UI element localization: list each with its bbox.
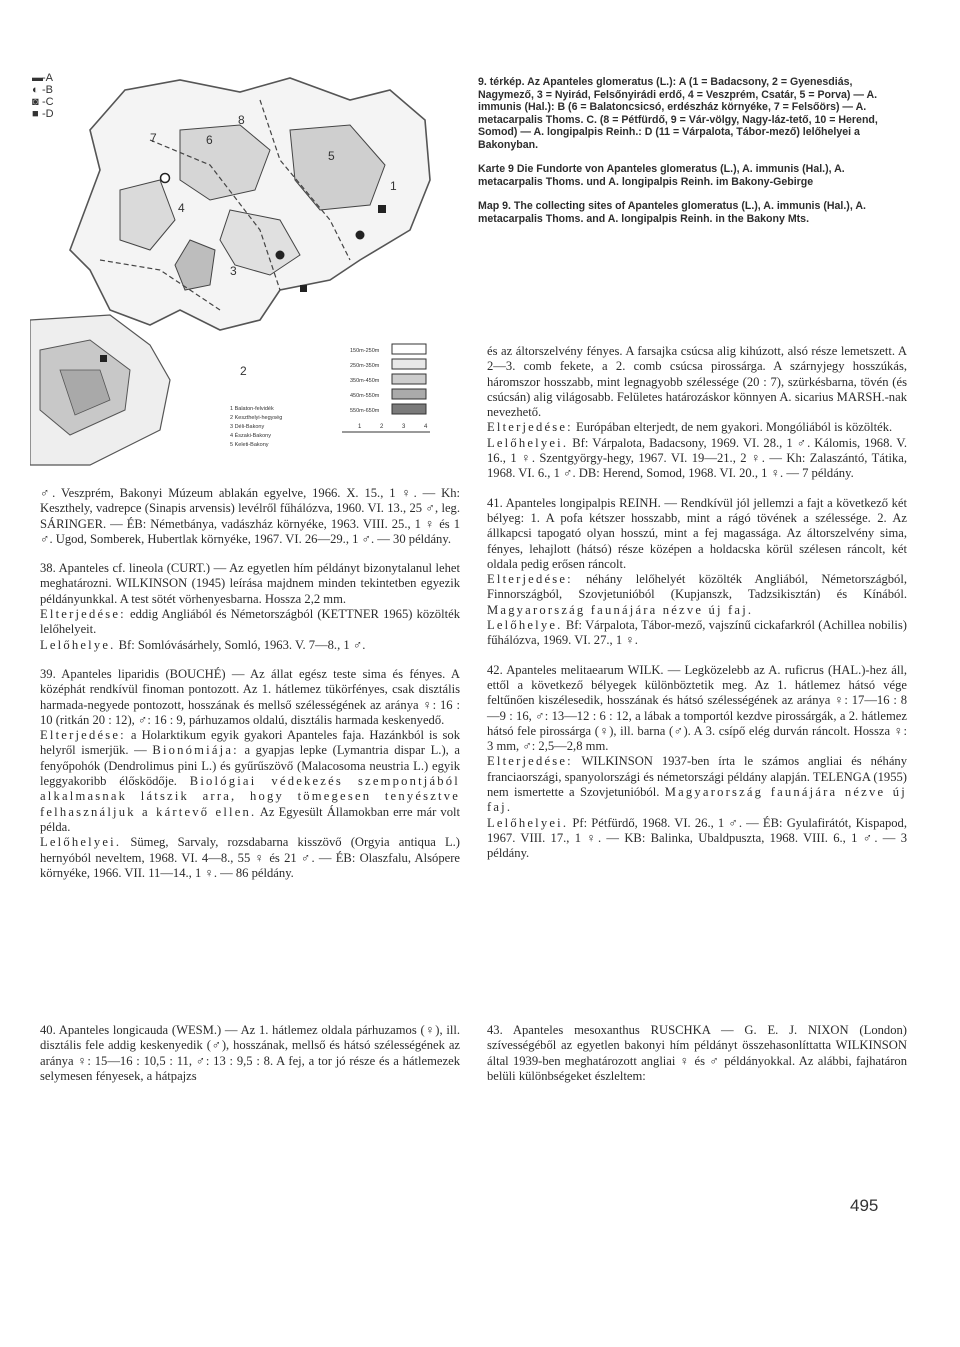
right-column-bottom (487, 1023, 907, 1084)
region-label: 4 Északi-Bakony (230, 433, 271, 439)
altitude-label: 450m-550m (350, 393, 380, 399)
paragraph: és az áltorszelvény fényes. A farsajka csúcsa alig kihúzott, alsó része lemetszett. A 2—3. comb fekete, a 2. comb csúcsa pirossárga. A szárnyjegy hosszúkás, háromszor hosszabb, mint legnagyobb szélessége (20 : 7), szürkésbarna, tövén (és csúcsán) alig világosabb. Felületes határozáskor könnyen A. sicarius MARSH.-nak nevezhető. (487, 344, 907, 420)
map-number: 4 (178, 201, 185, 215)
scale-tick: 4 (424, 424, 428, 430)
scale-tick: 1 (358, 424, 362, 430)
site-marker-a (100, 355, 107, 362)
altitude-label: 350m-450m (350, 378, 380, 384)
map-number: 7 (150, 131, 157, 145)
map-number: 2 (240, 364, 247, 378)
legend-entry-c: ◙ -C (32, 96, 54, 108)
map-number: 8 (238, 113, 245, 127)
site-marker-b (356, 231, 365, 240)
region-label: 3 Déli-Bakony (230, 424, 265, 430)
entry-38: 38. Apanteles cf. lineola (CURT.) — Az egyetlen hím példányt bizonytalanul lehet meghatározni. WILKINSON (1945) leírása majdnem minden tekintetben egyezik példányunkkal. A test sötét vörhenyesbarna. Hossza 2,2 mm. (40, 561, 460, 606)
caption-english: Map 9. The collecting sites of Apanteles glomeratus (L.), A. immunis (Hal.), A. metacarpalis Thoms. and A. longipalpis Reinh. in the Bakony Mts. (478, 200, 866, 225)
altitude-swatch (392, 374, 426, 384)
entry-43: 43. Apanteles mesoxanthus RUSCHKA — G. E. J. NIXON (London) szívességéből az egyetlen bakonyi hím példányt összehasonlíttatta WILKINSON által 1939-ben meghatározott angliai ♀ és ♂ példányokkal. Az alábbi, fajhatáron belüli különbségeket észleltem: (487, 1023, 907, 1083)
site-marker-c (161, 174, 170, 183)
altitude-swatch (392, 344, 426, 354)
entry-40: 40. Apanteles longicauda (WESM.) — Az 1. hátlemez oldala párhuzamos (♀), ill. disztális fele addig keskenyedik (♂), hosszának, mellső és hátsó szélességének az aránya ♀: 15—16 : 10,5 : 11, ♂: 13 : 9,5 : 8. A fej, a tor jó része és a hátlemezek selymesen fényesek, a hátpajzs (40, 1023, 460, 1083)
map-figure (30, 70, 450, 470)
map-number: 3 (230, 264, 237, 278)
altitude-label: 250m-350m (350, 363, 380, 369)
paragraph: Elterjedése: eddig Angliából és Németországból (KETTNER 1965) közölték lelőhelyeit. (40, 607, 460, 637)
map-number: 1 (390, 179, 397, 193)
scale-tick: 2 (380, 424, 384, 430)
scale-tick: 3 (402, 424, 406, 430)
region-label: 2 Keszthelyi-hegység (230, 415, 283, 421)
altitude-swatch (392, 404, 426, 414)
entry-41: 41. Apanteles longipalpis REINH. — Rendkívül jól jellemzi a fajt a következő két bélyeg: 1. A pofa kétszer hosszabb, mint a rágó tövének a szélessége. 2. Az állkapcsi tapogató olyan hosszú, mint a fej magassága. Az áltorszelvény sima, fényes, lehajlott (hátsó) része középen a holdacska körül szélesen ráncolt, két oldala pedig erősen ráncolt. (487, 495, 907, 571)
map-captions (478, 76, 908, 237)
region-label: 1 Balaton-felvidék (230, 406, 274, 412)
altitude-swatch (392, 359, 426, 369)
site-marker-b (276, 251, 285, 260)
entry-42: 42. Apanteles melitaearum WILK. — Legközelebb az A. ruficrus (HAL.)-hez áll, ettől a következő bélyegek különböztetik meg. Az 1. hátlemez hátsó vége feltűnően kiszélesedik, hosszának és hátsó szélességének az aránya ♀: 17—16 : 8—9 : 16, ♂: 13—12 : 6 : 12, a lábak a tomportól kezdve pirossárgák, a 2. hátlemez hátsó fele pirossárga (♀), ill. barna (♂). A 3. csípő elég durván ráncolt. Hossza ♀: 3 mm, ♂: 2,5—2,8 mm. (487, 662, 907, 754)
map-legend-left (32, 72, 92, 120)
altitude-swatch (392, 389, 426, 399)
paragraph: Lelőhelyei. Bf: Várpalota, Badacsony, 1969. VI. 28., 1 ♂. Kálomis, 1968. V. 16., 1 ♀. Szentgyörgy-hegy, 1967. VI. 19—21., 2 ♀. — Kh: Zalaszántó, Tátika, 1968. VI. 6., 1 ♂. DB: Herend, Somod, 1968. VI. 20., 1 ♀. — 7 példány. (487, 435, 907, 481)
map-number: 5 (328, 149, 335, 163)
legend-entry-d: ■ -D (32, 108, 54, 120)
paragraph: Elterjedése: WILKINSON 1937-ben írta le számos angliai és néhány franciaországi, spanyolországi és németországi példány alapján. TELENGA (1955) nem ismertette a Szovjetunióból. Magyarország faunájára nézve új faj. (487, 754, 908, 815)
paragraph: Lelőhelyei. Sümeg, Sarvaly, rozsdabarna kisszövő (Orgyia antiqua L.) hernyóból neveltem, 1968. VI. 4—8., 55 ♀ és 21 ♂. — ÉB: Olaszfalu, Alsópere környéke, 1966. VII. 11—14., 1 ♀. — 86 példány. (40, 835, 460, 880)
legend-entry-a: ▬-A (32, 72, 53, 84)
paragraph: Lelőhelye. Bf: Várpalota, Tábor-mező, vajszínű cickafarkról (Achillea nobilis) fűhálózva, 1969. VI. 27., 1 ♀. (487, 618, 907, 648)
paragraph: Elterjedése: néhány lelőhelyét közölték Angliából, Németországból, Finnországból, Szovjetunióból (Kupjanszk, Tadzsikisztán) és Kínából. Magyarország faunájára nézve új faj. (487, 572, 908, 617)
entry-39: 39. Apanteles liparidis (BOUCHÉ) — Az állat egész teste sima és fényes. A középhát rendkívül finoman pontozott. Az 1. hátlemez tükörfényes, csak disztális harmada-negyede pontozott, hosszának és mellső szélességének az aránya ♀: 16 : 10 (ritkán 20 : 12), ♂: 16 : 9, párhuzamos oldalú, disztális harmada keskenyedő. (40, 666, 460, 727)
paragraph: Lelőhelyei. Pf: Pétfürdő, 1968. VI. 26., 1 ♂. — ÉB: Gyulafirátót, Kispapod, 1967. VIII. 17., 1 ♀. — KB: Balinka, Ubaldpuszta, 1968. VIII. 6., 1 ♂. — 3 példány. (487, 815, 907, 861)
region-label: 5 Keleti-Bakony (230, 442, 269, 448)
page-number: 495 (850, 1196, 879, 1215)
altitude-label: 550m-650m (350, 408, 380, 414)
caption-german: Karte 9 Die Fundorte von Apanteles glomeratus (L.), A. immunis (Hal.), A. metacarpalis Thoms. und A. longipalpis Reinh. im Bakony-Gebirge (478, 163, 845, 188)
left-column-bottom (40, 1023, 460, 1084)
left-column-top (40, 486, 460, 881)
map-number: 6 (206, 133, 213, 147)
right-column-top (487, 344, 907, 862)
paragraph: Elterjedése: a Holarktikum egyik gyakori Apanteles faja. Hazánkból is sok helyről ismerjük. — Bionómiája: a gyapjas lepke (Lymantria dispar L.), a fenyőpohók (Dendrolimus pini L.) és gyűrűszövő (Malacosoma neustria L.) egyik leggyakoribb élősködője. Biológiai védekezés szempontjából alkalmasnak látszik arra, hogy tömegesen tenyésztve felhasználjuk a kártevő ellen. Az Egyesült Államokban erre már volt példa. (40, 728, 460, 834)
paragraph: Lelőhelye. Bf: Somlóvásárhely, Somló, 1963. V. 7—8., 1 ♂. (40, 637, 366, 652)
legend-entry-b: ◐ -B (32, 84, 53, 96)
paragraph: Elterjedése: Európában elterjedt, de nem gyakori. Mongóliából is közölték. (487, 420, 893, 435)
site-marker-d (378, 205, 386, 213)
caption-hungarian: 9. térkép. Az Apanteles glomeratus (L.): A (1 = Badacsony, 2 = Gyenesdiás, Nagymező, 3 = Nyirád, Felsőnyirádi erdő, 4 = Veszprém, Csatár, 5 = Porva) — A. immunis (Hal.): B (6 = Balatoncsicsó, erdészház környéke, 7 = Felsőörs) — A. metacarpalis Thoms. C. (8 = Pétfürdő, 9 = Vár-völgy, Nagy-láz-tető, 10 = Herend, Somod) — A. longipalpis Reinh.: D (11 = Várpalota, Tábor-mező) lelőhelyei a Bakonyban. (478, 76, 878, 151)
bakony-map (30, 70, 450, 470)
site-marker-a (300, 285, 307, 292)
altitude-label: 150m-250m (350, 348, 380, 354)
paragraph: ♂. Veszprém, Bakonyi Múzeum ablakán egyelve, 1966. X. 15., 1 ♀. — Kh: Keszthely, vadrepce (Sinapis arvensis) levélről fűhálózva, 1960. VI. 13., 25 ♂, leg. SÁRINGER. — ÉB: Németbánya, vadászház környéke, 1963. VIII. 25., 1 ♀ és 1 ♂. Ugod, Somberek, Hubertlak környéke, 1967. VI. 26—29., 1 ♂. — 30 példány. (40, 486, 460, 546)
